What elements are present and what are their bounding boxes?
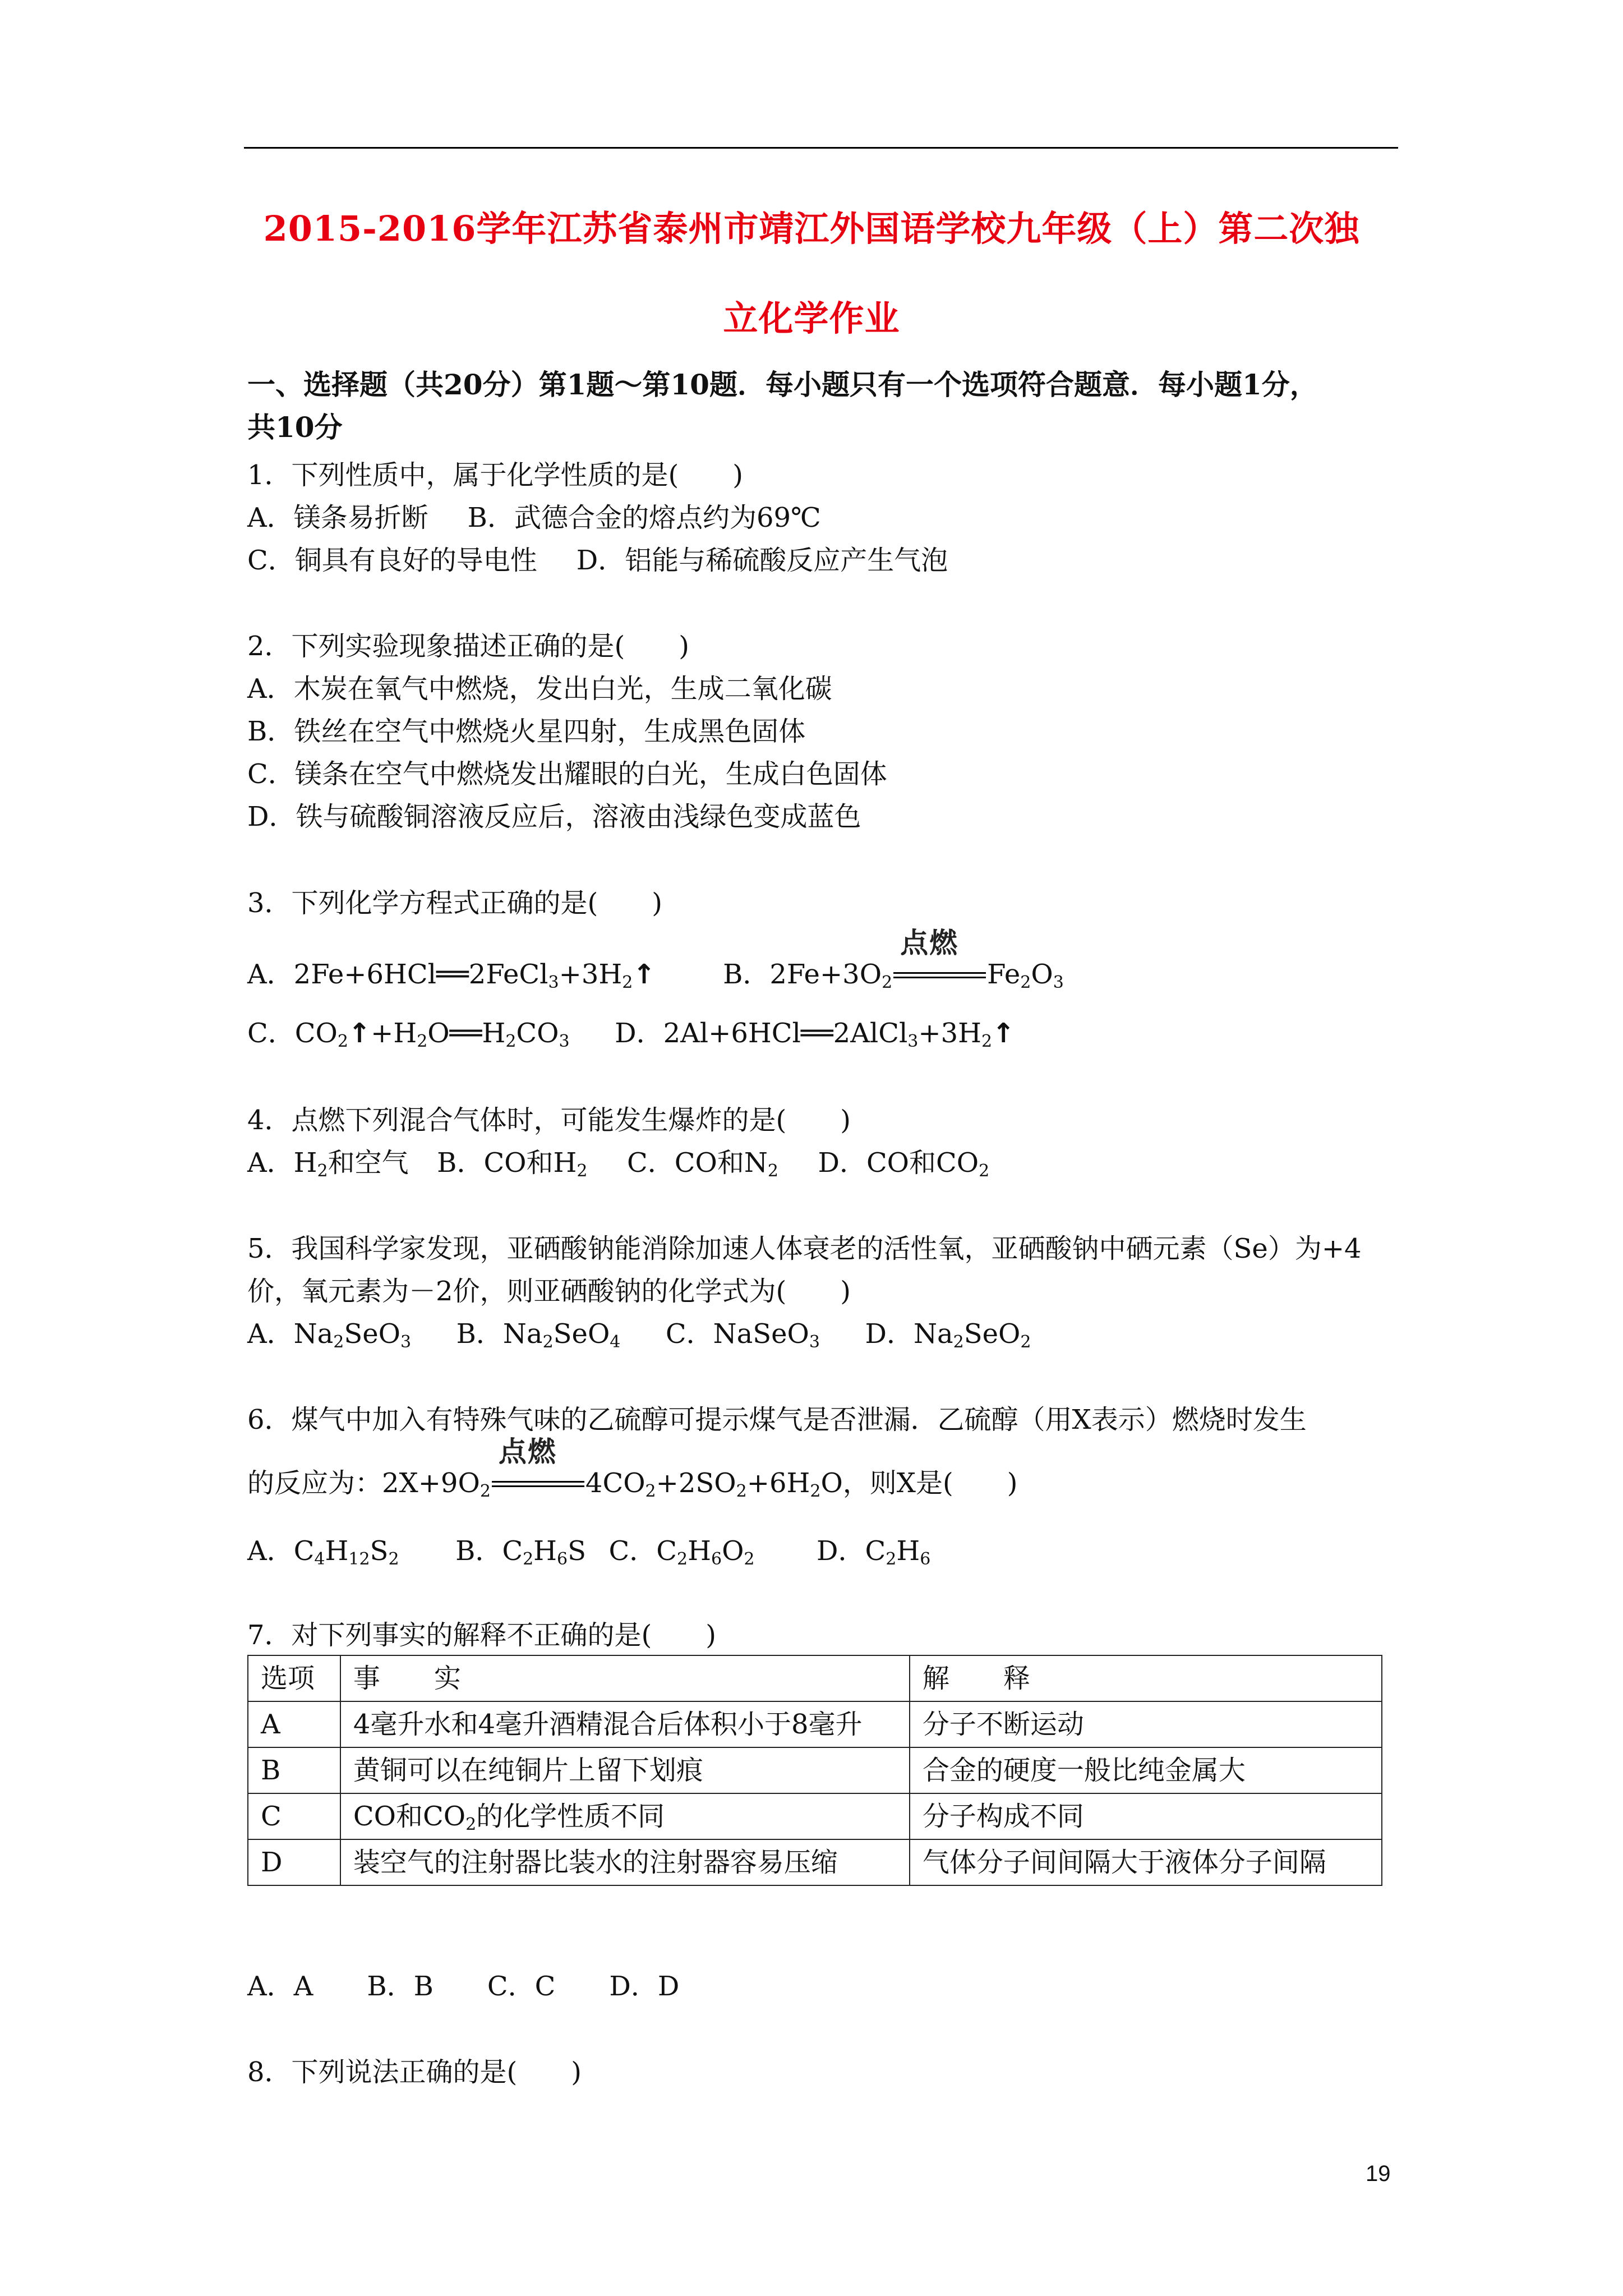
q5-option-a: A．$Na_2SeO_3$: [247, 1318, 412, 1352]
q3-option-d: D．$2Al+6HCl══2AlCl_3+3H_2↑$: [615, 1018, 1015, 1051]
q3-stem: 3．下列化学方程式正确的是( ): [247, 887, 662, 919]
q5-stem-line1: 5．我国科学家发现，亚硒酸钠能消除加速人体衰老的活性氧，亚硒酸钠中硒元素（Se）为+4: [247, 1233, 1362, 1264]
q7-table: [247, 1655, 1382, 1886]
table-row: [248, 1793, 1382, 1839]
q1-option-c: C．铜具有良好的导电性: [247, 545, 537, 576]
q7-stem: 7．对下列事实的解释不正确的是( ): [247, 1619, 716, 1651]
q2-stem: 2．下列实验现象描述正确的是( ): [247, 631, 689, 662]
q4-option-b: B．CO和$H_2$: [437, 1147, 588, 1181]
table-cell-fact: CO和$CO_2$的化学性质不同: [340, 1793, 910, 1839]
q5-option-b: B．$Na_2SeO_4$: [456, 1318, 621, 1352]
table-cell-option: C: [248, 1793, 340, 1839]
q7-choices: A．A B．B C．C D．D: [247, 1971, 680, 2002]
q2-option-c: C．镁条在空气中燃烧发出耀眼的白光，生成白色固体: [247, 758, 887, 790]
q8-stem: 8．下列说法正确的是( ): [247, 2056, 582, 2088]
q2-option-d: D．铁与硫酸铜溶液反应后，溶液由浅绿色变成蓝色: [247, 801, 861, 832]
table-cell-fact: 装空气的注射器比装水的注射器容易压缩: [340, 1839, 910, 1885]
q5-options: [247, 1317, 1031, 1351]
q2-option-b: B．铁丝在空气中燃烧火星四射，生成黑色固体: [247, 716, 806, 747]
q6-option-a: A．$C_4H_{12}S_2$: [247, 1535, 399, 1569]
q6-option-c: C．$C_2H_6O_2$: [608, 1535, 755, 1569]
section-heading-line2: 共10分: [247, 411, 343, 444]
table-cell-option: B: [248, 1747, 340, 1793]
q3-option-a: A．$2Fe+6HCl══2FeCl_3+3H_2↑$: [247, 959, 656, 992]
q6-option-d: D．$C_2H_6$: [817, 1535, 931, 1569]
header-rule: [244, 147, 1398, 149]
q1-options-cd: [247, 544, 948, 577]
table-row: [248, 1839, 1382, 1885]
q1-option-a: A．镁条易折断: [247, 502, 428, 533]
q3-option-b: B．$2Fe+3O_2$ 点燃 $Fe_2O_3$: [723, 927, 1064, 992]
q3-option-c: C．$CO_2↑+H_2O══H_2CO_3$: [247, 1018, 570, 1051]
table-header-cell: 事 实: [340, 1655, 910, 1701]
q5-option-d: D．$Na_2SeO_2$: [865, 1318, 1031, 1352]
table-header-cell: 解 释: [910, 1655, 1382, 1701]
ignite-condition-sign: 点燃: [492, 1466, 584, 1500]
q4-option-a: A．$H_2$和空气: [247, 1147, 409, 1181]
table-cell-reason: 气体分子间间隔大于液体分子间隔: [910, 1839, 1382, 1885]
q1-stem: 1．下列性质中，属于化学性质的是( ): [247, 459, 743, 491]
q4-option-d: D．CO和$CO_2$: [818, 1147, 990, 1181]
table-cell-reason: 分子构成不同: [910, 1793, 1382, 1839]
q4-stem: 4．点燃下列混合气体时，可能发生爆炸的是( ): [247, 1105, 851, 1136]
table-header-row: [248, 1655, 1382, 1701]
table-cell-fact: 黄铜可以在纯铜片上留下划痕: [340, 1747, 910, 1793]
document-title-line1: 2015-2016学年江苏省泰州市靖江外国语学校九年级（上）第二次独: [263, 208, 1360, 249]
q3-options-ab: [247, 927, 1064, 992]
q5-stem-line2: 价，氧元素为－2价，则亚硒酸钠的化学式为( ): [247, 1276, 851, 1307]
q6-stem-line1: 6．煤气中加入有特殊气味的乙硫醇可提示煤气是否泄漏．乙硫醇（用X表示）燃烧时发生: [247, 1404, 1307, 1435]
table-cell-fact: 4毫升水和4毫升酒精混合后体积小于8毫升: [340, 1701, 910, 1747]
q1-options-ab: [247, 501, 821, 535]
q1-option-d: D．铝能与稀硫酸反应产生气泡: [576, 545, 948, 576]
q3-options-cd: [247, 1016, 1015, 1050]
q1-option-b: B．武德合金的熔点约为69℃: [467, 502, 821, 533]
q2-option-a: A．木炭在氧气中燃烧，发出白光，生成二氧化碳: [247, 673, 832, 705]
page-number: 19: [1366, 2161, 1391, 2186]
q4-option-c: C．CO和$N_2$: [627, 1147, 778, 1181]
q6-stem-line2: 的反应为：$2X+9O_2$ 点燃 $4CO_2+2SO_2+6H_2O$，则X是( ): [247, 1435, 1018, 1501]
table-cell-option: D: [248, 1839, 340, 1885]
table-cell-reason: 合金的硬度一般比纯金属大: [910, 1747, 1382, 1793]
document-title-line2: 立化学作业: [723, 298, 900, 339]
table-row: [248, 1747, 1382, 1793]
q6-options: [247, 1534, 930, 1568]
q6-option-b: B．$C_2H_6S$: [455, 1535, 587, 1569]
q5-option-c: C．NaSeO$_3$: [665, 1318, 820, 1352]
table-header-cell: 选项: [248, 1655, 340, 1701]
table-cell-reason: 分子不断运动: [910, 1701, 1382, 1747]
q4-options: [247, 1146, 989, 1180]
ignite-condition-sign: 点燃: [893, 958, 986, 991]
section-heading-line1: 一、选择题（共20分）第1题～第10题．每小题只有一个选项符合题意．每小题1分，: [247, 368, 1318, 401]
table-row: [248, 1701, 1382, 1747]
table-cell-option: A: [248, 1701, 340, 1747]
